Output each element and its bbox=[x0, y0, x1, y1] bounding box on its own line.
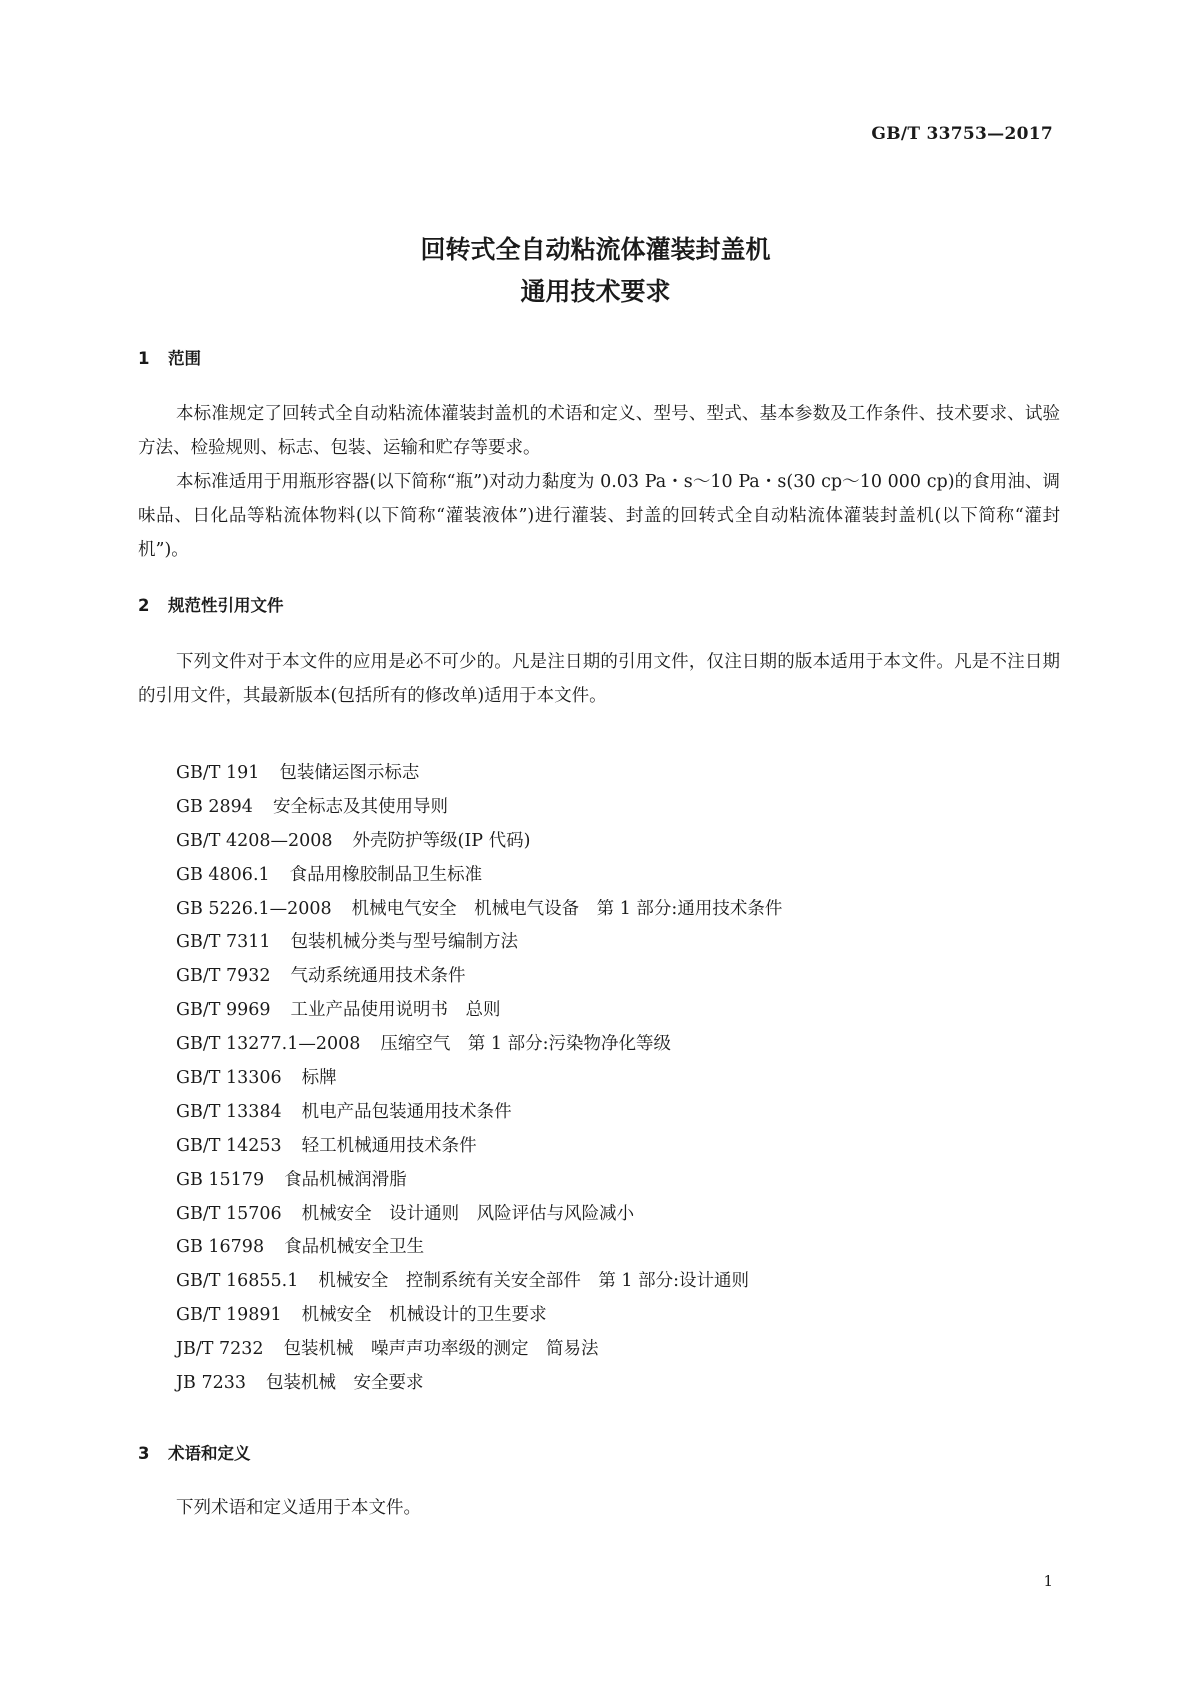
reference-item bbox=[176, 757, 782, 791]
reference-item bbox=[176, 926, 782, 960]
reference-item bbox=[176, 893, 782, 927]
reference-code: GB/T 13384 bbox=[176, 1101, 282, 1122]
reference-code: GB/T 15706 bbox=[176, 1203, 282, 1224]
reference-code: GB 15179 bbox=[176, 1169, 265, 1190]
reference-code: GB 4806.1 bbox=[176, 864, 270, 885]
normative-intro-paragraph: 下列文件对于本文件的应用是必不可少的。凡是注日期的引用文件，仅注日期的版本适用于本文件。凡是不注日期的引用文件，其最新版本(包括所有的修改单)适用于本文件。 bbox=[138, 652, 1060, 706]
terms-intro-paragraph: 下列术语和定义适用于本文件。 bbox=[176, 1498, 421, 1518]
reference-item bbox=[176, 1164, 782, 1198]
section-title: 规范性引用文件 bbox=[168, 596, 284, 615]
reference-list bbox=[176, 757, 782, 1401]
reference-title: 食品机械安全卫生 bbox=[284, 1237, 425, 1258]
section-number: 2 bbox=[138, 596, 150, 615]
reference-item bbox=[176, 1367, 782, 1401]
reference-code: GB/T 19891 bbox=[176, 1305, 282, 1326]
reference-item bbox=[176, 1028, 782, 1062]
reference-title: 机电产品包装通用技术条件 bbox=[301, 1101, 512, 1122]
reference-title: 机械电气安全 机械电气设备 第 1 部分:通用技术条件 bbox=[351, 898, 783, 919]
reference-title: 机械安全 机械设计的卫生要求 bbox=[301, 1305, 547, 1326]
reference-title: 轻工机械通用技术条件 bbox=[301, 1135, 477, 1156]
reference-title: 包装储运图示标志 bbox=[279, 763, 420, 783]
reference-item bbox=[176, 1198, 782, 1232]
section-title: 范围 bbox=[168, 349, 201, 368]
reference-item bbox=[176, 825, 782, 859]
section-heading-normative-references bbox=[138, 592, 284, 616]
reference-title: 工业产品使用说明书 总则 bbox=[290, 1000, 501, 1021]
reference-code: JB/T 7232 bbox=[176, 1339, 264, 1360]
document-title-line2: 通用技术要求 bbox=[520, 277, 671, 306]
reference-code: GB/T 7932 bbox=[176, 966, 271, 987]
reference-title: 外壳防护等级(IP 代码) bbox=[352, 830, 531, 851]
reference-code: GB/T 7311 bbox=[176, 932, 271, 953]
reference-item bbox=[176, 994, 782, 1028]
scope-paragraph-2: 本标准适用于用瓶形容器(以下简称“瓶”)对动力黏度为 0.03 Pa・s～10 Pa・s(30 cp～10 000 cp)的食用油、调味品、日化品等粘流体物料(以下简称“灌装液体”)进行灌装、封盖的回转式全自动粘流体灌装封盖机(以下简称“灌封机”)。 bbox=[138, 472, 1060, 560]
reference-code: GB/T 13306 bbox=[176, 1068, 282, 1089]
reference-item bbox=[176, 1333, 782, 1367]
reference-code: GB/T 14253 bbox=[176, 1135, 282, 1156]
reference-title: 机械安全 设计通则 风险评估与风险减小 bbox=[301, 1203, 635, 1224]
reference-title: 食品机械润滑脂 bbox=[284, 1169, 407, 1190]
reference-code: GB 5226.1—2008 bbox=[176, 898, 332, 919]
reference-title: 包装机械 安全要求 bbox=[265, 1373, 424, 1394]
reference-item bbox=[176, 1299, 782, 1333]
reference-code: GB/T 9969 bbox=[176, 1000, 271, 1021]
section-heading-scope bbox=[138, 345, 201, 369]
reference-item bbox=[176, 791, 782, 825]
scope-paragraph-1: 本标准规定了回转式全自动粘流体灌装封盖机的术语和定义、型号、型式、基本参数及工作条件、技术要求、试验方法、检验规则、标志、包装、运输和贮存等要求。 bbox=[138, 404, 1060, 458]
reference-item bbox=[176, 960, 782, 994]
section-number: 1 bbox=[138, 349, 150, 368]
reference-code: GB/T 4208—2008 bbox=[176, 830, 333, 851]
document-title-line1: 回转式全自动粘流体灌装封盖机 bbox=[420, 235, 771, 264]
reference-item bbox=[176, 1130, 782, 1164]
reference-item bbox=[176, 1096, 782, 1130]
reference-title: 包装机械 噪声声功率级的测定 简易法 bbox=[283, 1339, 599, 1360]
reference-item bbox=[176, 859, 782, 893]
reference-title: 机械安全 控制系统有关安全部件 第 1 部分:设计通则 bbox=[318, 1271, 749, 1292]
reference-title: 包装机械分类与型号编制方法 bbox=[290, 932, 519, 953]
reference-code: GB 16798 bbox=[176, 1237, 265, 1258]
reference-item bbox=[176, 1231, 782, 1265]
reference-title: 气动系统通用技术条件 bbox=[290, 966, 466, 987]
reference-title: 标牌 bbox=[301, 1068, 337, 1089]
section-heading-terms-definitions bbox=[138, 1440, 251, 1464]
reference-item bbox=[176, 1062, 782, 1096]
reference-item bbox=[176, 1265, 782, 1299]
reference-title: 安全标志及其使用导则 bbox=[272, 796, 448, 817]
section-title: 术语和定义 bbox=[168, 1444, 251, 1463]
reference-code: GB/T 191 bbox=[176, 763, 260, 783]
section-number: 3 bbox=[138, 1444, 150, 1463]
standard-code: GB/T 33753—2017 bbox=[871, 124, 1053, 144]
reference-code: GB/T 13277.1—2008 bbox=[176, 1034, 361, 1055]
reference-code: GB/T 16855.1 bbox=[176, 1271, 299, 1292]
reference-title: 食品用橡胶制品卫生标准 bbox=[289, 864, 483, 885]
reference-code: JB 7233 bbox=[176, 1373, 246, 1394]
reference-code: GB 2894 bbox=[176, 796, 253, 817]
page-number: 1 bbox=[1043, 1572, 1053, 1590]
reference-title: 压缩空气 第 1 部分:污染物净化等级 bbox=[380, 1034, 672, 1055]
